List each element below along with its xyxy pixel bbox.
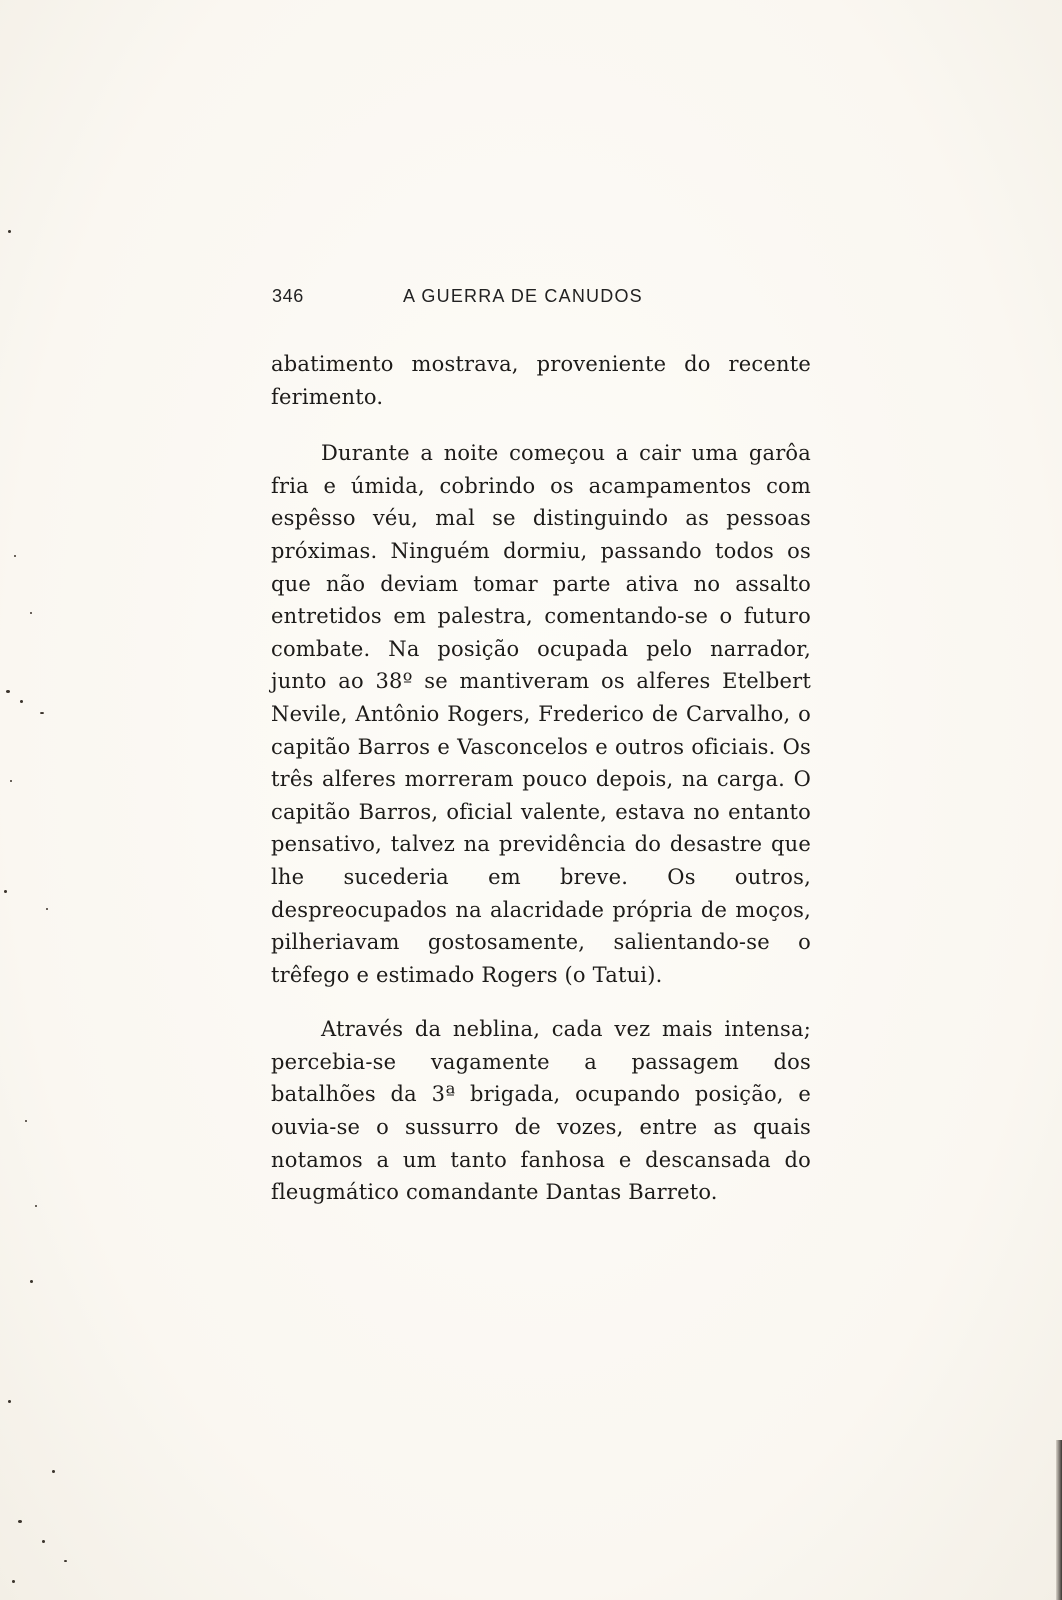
speck [14, 555, 16, 557]
speck [18, 1520, 22, 1523]
page-number: 346 [272, 286, 304, 306]
speck [46, 908, 48, 910]
speck [30, 1280, 33, 1283]
speck [30, 612, 32, 614]
speck [40, 712, 44, 714]
body-text [271, 348, 811, 1209]
speck [52, 1470, 55, 1473]
paragraph: Através da neblina, cada vez mais intensa; percebia-se vagamente a passagem dos batalhões da 3ª brigada, ocupando posição, e ouvia-se o sussurro de vozes, entre as quais notamos a um tanto fanhosa e descansada do fleugmático comandante Dantas Barreto. [271, 1017, 811, 1205]
running-title: A GUERRA DE CANUDOS [403, 286, 643, 306]
speck [35, 1205, 37, 1207]
speck [10, 780, 12, 782]
speck [4, 890, 7, 893]
page-edge-shadow [1056, 1440, 1062, 1600]
speck [64, 1560, 67, 1562]
page-header [272, 286, 812, 310]
page-specks [0, 0, 90, 1600]
paragraph: abatimento mostrava, proveniente do recente ferimento. [271, 352, 811, 409]
speck [42, 1540, 45, 1543]
speck [20, 700, 23, 703]
speck [12, 1580, 15, 1583]
speck [8, 230, 11, 233]
speck [8, 1400, 11, 1403]
paragraph: Durante a noite começou a cair uma garôa fria e úmida, cobrindo os acampamentos com espêsso véu, mal se distinguindo as pessoas próximas. Ninguém dormiu, passando todos os que não deviam tomar parte ativa no assalto entretidos em palestra, comentando-se o futuro combate. Na posição ocupada pelo narrador, junto ao 38º se mantiveram os alferes Etelbert Nevile, Antônio Rogers, Frederico de Carvalho, o capitão Barros e Vasconcelos e outros oficiais. Os três alferes morreram pouco depois, na carga. O capitão Barros, oficial valente, estava no entanto pensativo, talvez na previdência do desastre que lhe sucederia em breve. Os outros, despreocupados na alacridade própria de moços, pilheriavam gostosamente, salientando-se o trêfego e estimado Rogers (o Tatui). [271, 441, 811, 987]
speck [25, 1120, 27, 1122]
speck [6, 690, 10, 693]
